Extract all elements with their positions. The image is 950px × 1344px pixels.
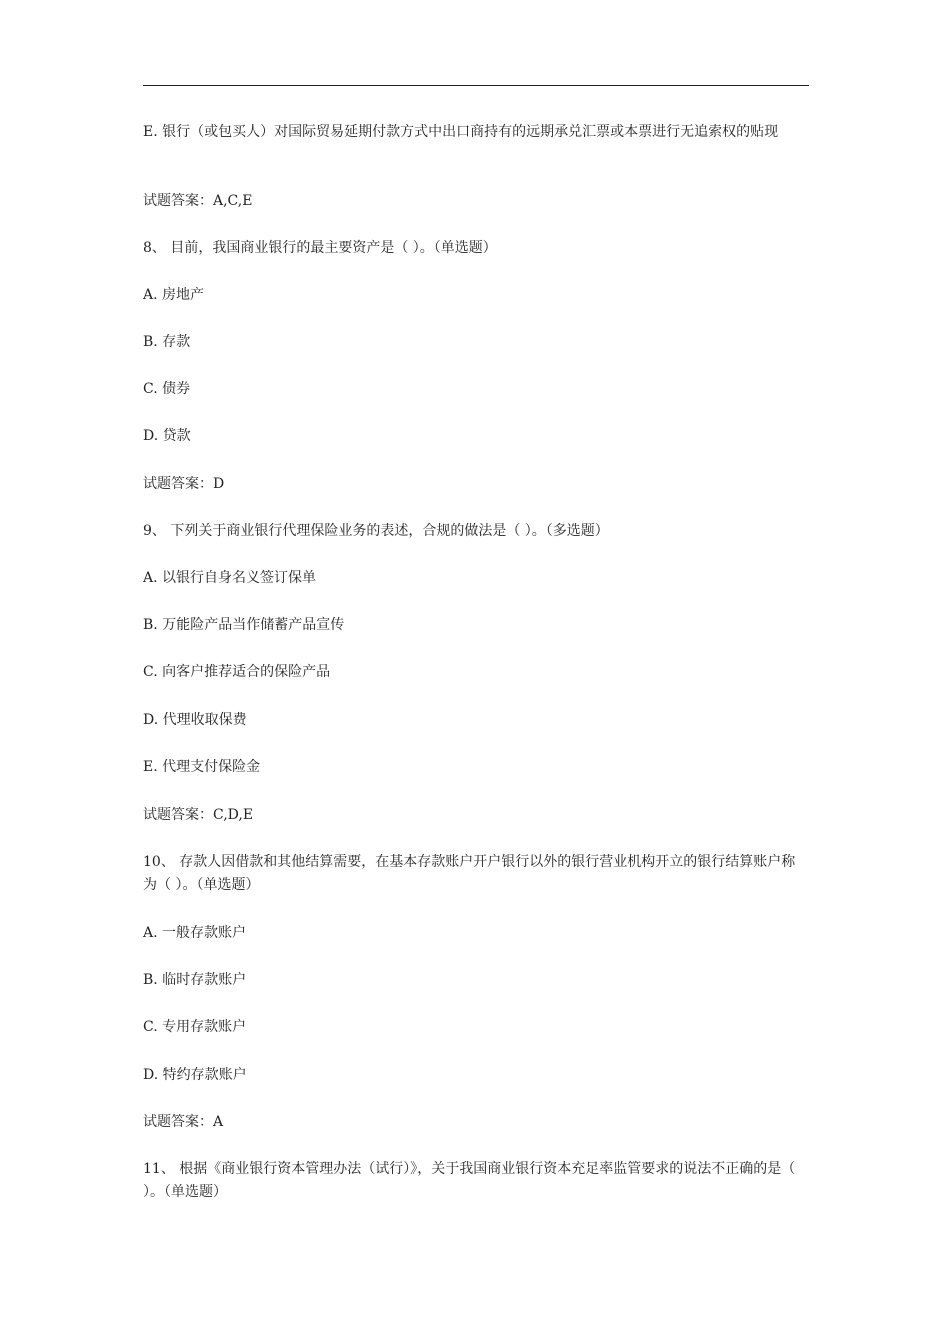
- option-8c: C. 债券: [143, 381, 191, 397]
- question-10: 10、 存款人因借款和其他结算需要，在基本存款账户开户银行以外的银行营业机构开立的银行结算账户称为（ ）。（单选题）: [143, 854, 796, 893]
- question-9: 9、 下列关于商业银行代理保险业务的表述，合规的做法是（ ）。（多选题）: [143, 523, 609, 539]
- option-10c: C. 专用存款账户: [143, 1019, 247, 1035]
- question-11: 11、 根据《商业银行资本管理办法（试行）》，关于我国商业银行资本充足率监管要求的说法不正确的是（ ）。（单选题）: [143, 1161, 796, 1200]
- option-9a: A. 以银行自身名义签订保单: [143, 570, 317, 586]
- option-9c: C. 向客户推荐适合的保险产品: [143, 664, 331, 680]
- option-8b: B. 存款: [143, 334, 191, 350]
- option-9e: E. 代理支付保险金: [143, 759, 261, 775]
- question-8: 8、 目前，我国商业银行的最主要资产是（ ）。（单选题）: [143, 240, 497, 256]
- answer-9: 试题答案：C,D,E: [143, 807, 254, 823]
- answer-7: 试题答案：A,C,E: [143, 193, 253, 209]
- option-7e: E. 银行（或包买人）对国际贸易延期付款方式中出口商持有的远期承兑汇票或本票进行无追索权的贴现: [143, 124, 779, 140]
- option-10b: B. 临时存款账户: [143, 972, 247, 988]
- option-9d: D. 代理收取保费: [143, 712, 247, 728]
- option-9b: B. 万能险产品当作储蓄产品宣传: [143, 617, 345, 633]
- answer-10: 试题答案：A: [143, 1114, 224, 1130]
- header-rule: [143, 85, 809, 86]
- option-8a: A. 房地产: [143, 287, 205, 303]
- option-10a: A. 一般存款账户: [143, 925, 247, 941]
- answer-8: 试题答案：D: [143, 476, 225, 492]
- option-8d: D. 贷款: [143, 428, 191, 444]
- option-10d: D. 特约存款账户: [143, 1067, 247, 1083]
